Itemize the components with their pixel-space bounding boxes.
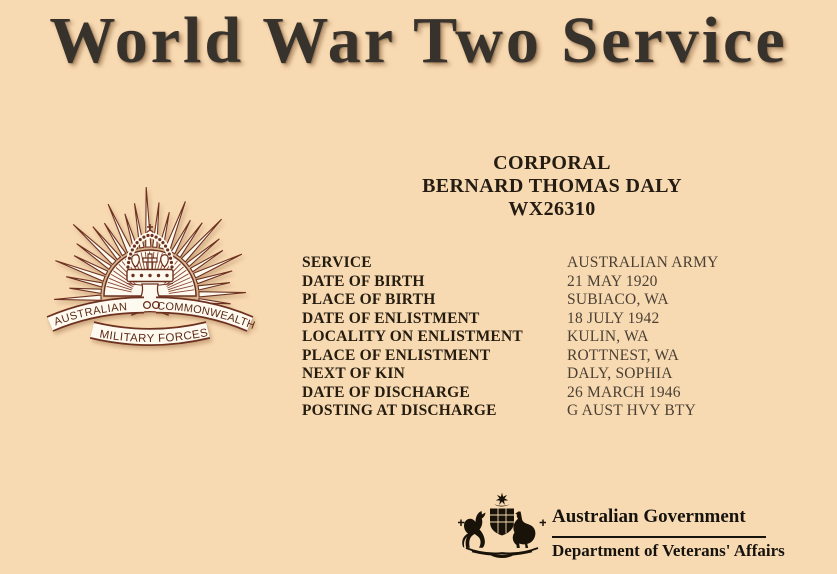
record-value: AUSTRALIAN ARMY (567, 254, 719, 271)
record-value: ROTTNEST, WA (567, 346, 680, 364)
record-label: SERVICE (302, 254, 372, 271)
coat-of-arms-icon (456, 492, 548, 562)
rising-sun-badge (44, 174, 260, 352)
record-value: KULIN, WA (567, 328, 649, 345)
government-title: Australian Government (552, 506, 746, 527)
record-label: LOCALITY ON ENLISTMENT (302, 328, 523, 345)
record-value: SUBIACO, WA (567, 291, 669, 308)
recipient-service-number: WX26310 (508, 198, 596, 220)
record-label: POSTING AT DISCHARGE (302, 402, 497, 419)
record-value: 26 MARCH 1946 (567, 383, 681, 401)
record-value: G AUST HVY BTY (567, 402, 696, 419)
record-label: NEXT OF KIN (302, 365, 405, 382)
record-label: DATE OF DISCHARGE (302, 383, 470, 401)
rising-sun-badge-icon (44, 174, 260, 352)
ribbon-bottom-label: MILITARY FORCES (98, 326, 210, 346)
divider-line (552, 536, 766, 538)
record-section (302, 152, 802, 421)
record-label: DATE OF BIRTH (302, 272, 425, 290)
page-title: World War Two Service (49, 4, 788, 77)
record-label: PLACE OF BIRTH (302, 291, 436, 308)
ribbon-curl-left (144, 302, 151, 309)
department-title: Department of Veterans' Affairs (552, 541, 785, 560)
coat-of-arms (456, 492, 548, 562)
recipient-rank: CORPORAL (493, 152, 611, 174)
ribbon-left-label: AUSTRALIAN (52, 301, 128, 329)
record-label: PLACE OF ENLISTMENT (302, 346, 491, 364)
ribbon-right-label: COMMONWEALTH (157, 300, 257, 332)
service-record-table (302, 254, 802, 421)
government-branding (552, 506, 792, 561)
record-value: DALY, SOPHIA (567, 365, 673, 382)
record-value: 21 MAY 1920 (567, 272, 658, 290)
record-value: 18 JULY 1942 (567, 309, 660, 327)
recipient-header (302, 152, 802, 221)
record-label: DATE OF ENLISTMENT (302, 309, 480, 327)
recipient-name: BERNARD THOMAS DALY (422, 175, 682, 197)
